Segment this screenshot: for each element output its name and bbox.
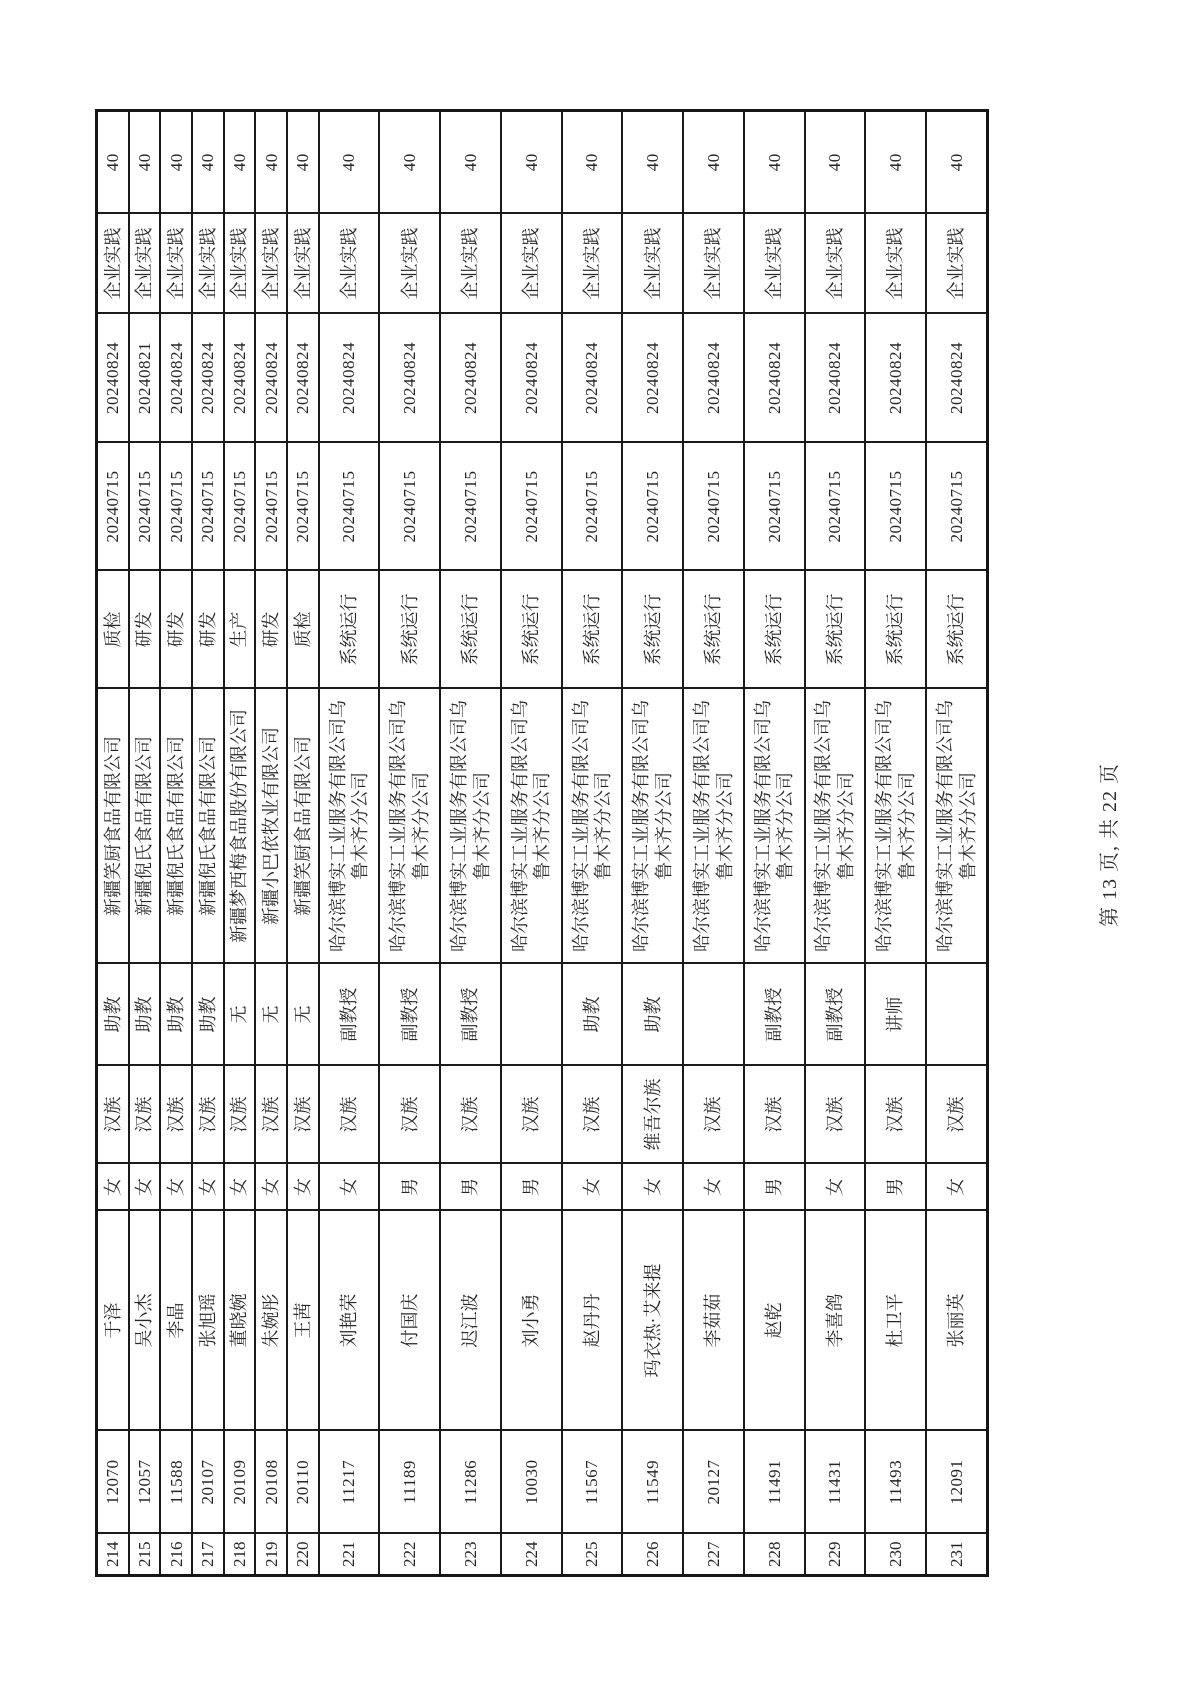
cell-gender: 女: [192, 1164, 224, 1211]
cell-title: 副教授: [805, 964, 866, 1066]
cell-gender: 男: [865, 1164, 926, 1211]
cell-title: [926, 964, 987, 1066]
cell-hours: 40: [440, 111, 501, 214]
cell-title: [501, 964, 562, 1066]
cell-activity-type: 企业实践: [501, 214, 562, 314]
cell-ethnicity: 汉族: [440, 1066, 501, 1164]
cell-activity-type: 企业实践: [129, 214, 161, 314]
cell-ethnicity: 汉族: [865, 1066, 926, 1164]
cell-name: 王茜: [287, 1211, 319, 1431]
table-row: [805, 111, 866, 1576]
cell-seq: 228: [744, 1534, 805, 1576]
cell-name: 赵丹丹: [562, 1211, 623, 1431]
cell-ethnicity: 汉族: [224, 1066, 256, 1164]
cell-staff-id: 12070: [97, 1431, 129, 1534]
cell-start-date: 20240715: [255, 443, 287, 571]
cell-hours: 40: [379, 111, 440, 214]
cell-seq: 219: [255, 1534, 287, 1576]
cell-end-date: 20240824: [622, 314, 683, 443]
cell-hours: 40: [562, 111, 623, 214]
cell-post: 研发: [255, 571, 287, 689]
cell-ethnicity: 汉族: [501, 1066, 562, 1164]
cell-name: 张旭瑶: [192, 1211, 224, 1431]
cell-name: 吴小杰: [129, 1211, 161, 1431]
cell-seq: 222: [379, 1534, 440, 1576]
cell-post: 质检: [287, 571, 319, 689]
cell-start-date: 20240715: [562, 443, 623, 571]
cell-name: 李喜鸽: [805, 1211, 866, 1431]
table-row: [129, 111, 161, 1576]
cell-seq: 225: [562, 1534, 623, 1576]
cell-title: 助教: [97, 964, 129, 1066]
cell-start-date: 20240715: [192, 443, 224, 571]
cell-end-date: 20240824: [501, 314, 562, 443]
cell-post: 质检: [97, 571, 129, 689]
table-row: [562, 111, 623, 1576]
cell-ethnicity: 汉族: [683, 1066, 744, 1164]
cell-title: 无: [224, 964, 256, 1066]
cell-post: 系统运行: [319, 571, 380, 689]
cell-start-date: 20240715: [805, 443, 866, 571]
cell-title: 副教授: [744, 964, 805, 1066]
cell-seq: 229: [805, 1534, 866, 1576]
cell-activity-type: 企业实践: [744, 214, 805, 314]
cell-start-date: 20240715: [926, 443, 987, 571]
cell-name: 李茹茹: [683, 1211, 744, 1431]
table-row: [501, 111, 562, 1576]
cell-post: 系统运行: [805, 571, 866, 689]
cell-ethnicity: 汉族: [319, 1066, 380, 1164]
cell-end-date: 20240824: [805, 314, 866, 443]
cell-start-date: 20240715: [379, 443, 440, 571]
records-table: [95, 109, 989, 1577]
cell-post: 系统运行: [683, 571, 744, 689]
cell-ethnicity: 汉族: [926, 1066, 987, 1164]
cell-staff-id: 11588: [160, 1431, 192, 1534]
cell-title: 助教: [622, 964, 683, 1066]
cell-gender: 女: [224, 1164, 256, 1211]
cell-seq: 215: [129, 1534, 161, 1576]
cell-activity-type: 企业实践: [97, 214, 129, 314]
cell-hours: 40: [805, 111, 866, 214]
cell-end-date: 20240821: [129, 314, 161, 443]
cell-post: 研发: [129, 571, 161, 689]
cell-gender: 男: [744, 1164, 805, 1211]
table-row: [440, 111, 501, 1576]
cell-gender: 女: [319, 1164, 380, 1211]
table-row: [379, 111, 440, 1576]
cell-company: 新疆笑厨食品有限公司: [287, 689, 319, 964]
cell-title: 助教: [192, 964, 224, 1066]
cell-company: 哈尔滨博实工业服务有限公司乌鲁木齐分公司: [622, 689, 683, 964]
cell-staff-id: 11491: [744, 1431, 805, 1534]
cell-start-date: 20240715: [287, 443, 319, 571]
cell-end-date: 20240824: [440, 314, 501, 443]
cell-staff-id: 20109: [224, 1431, 256, 1534]
cell-staff-id: 20107: [192, 1431, 224, 1534]
cell-activity-type: 企业实践: [255, 214, 287, 314]
cell-post: 研发: [160, 571, 192, 689]
cell-start-date: 20240715: [160, 443, 192, 571]
cell-end-date: 20240824: [744, 314, 805, 443]
cell-end-date: 20240824: [97, 314, 129, 443]
cell-start-date: 20240715: [865, 443, 926, 571]
cell-end-date: 20240824: [192, 314, 224, 443]
cell-staff-id: 11493: [865, 1431, 926, 1534]
cell-company: 哈尔滨博实工业服务有限公司乌鲁木齐分公司: [501, 689, 562, 964]
cell-hours: 40: [744, 111, 805, 214]
cell-ethnicity: 汉族: [287, 1066, 319, 1164]
cell-ethnicity: 汉族: [805, 1066, 866, 1164]
cell-gender: 女: [622, 1164, 683, 1211]
cell-gender: 女: [805, 1164, 866, 1211]
cell-gender: 男: [501, 1164, 562, 1211]
cell-hours: 40: [683, 111, 744, 214]
table-row: [192, 111, 224, 1576]
cell-company: 新疆倪氏食品有限公司: [192, 689, 224, 964]
cell-seq: 223: [440, 1534, 501, 1576]
cell-activity-type: 企业实践: [865, 214, 926, 314]
cell-seq: 221: [319, 1534, 380, 1576]
cell-hours: 40: [129, 111, 161, 214]
cell-gender: 男: [440, 1164, 501, 1211]
cell-ethnicity: 汉族: [562, 1066, 623, 1164]
cell-name: 朱婉彤: [255, 1211, 287, 1431]
cell-ethnicity: 汉族: [97, 1066, 129, 1164]
cell-hours: 40: [255, 111, 287, 214]
cell-ethnicity: 汉族: [744, 1066, 805, 1164]
cell-hours: 40: [501, 111, 562, 214]
table-row: [744, 111, 805, 1576]
cell-company: 哈尔滨博实工业服务有限公司乌鲁木齐分公司: [440, 689, 501, 964]
cell-name: 刘艳荣: [319, 1211, 380, 1431]
cell-company: 新疆笑厨食品有限公司: [97, 689, 129, 964]
cell-staff-id: 11217: [319, 1431, 380, 1534]
cell-end-date: 20240824: [379, 314, 440, 443]
cell-company: 哈尔滨博实工业服务有限公司乌鲁木齐分公司: [926, 689, 987, 964]
page-footer: 第 13 页, 共 22 页: [1099, 763, 1121, 927]
cell-activity-type: 企业实践: [224, 214, 256, 314]
cell-start-date: 20240715: [224, 443, 256, 571]
cell-gender: 女: [926, 1164, 987, 1211]
cell-staff-id: 11286: [440, 1431, 501, 1534]
cell-end-date: 20240824: [683, 314, 744, 443]
cell-activity-type: 企业实践: [805, 214, 866, 314]
cell-staff-id: 20108: [255, 1431, 287, 1534]
cell-hours: 40: [192, 111, 224, 214]
cell-title: 助教: [562, 964, 623, 1066]
cell-end-date: 20240824: [865, 314, 926, 443]
cell-title: 无: [287, 964, 319, 1066]
cell-hours: 40: [865, 111, 926, 214]
cell-activity-type: 企业实践: [192, 214, 224, 314]
cell-start-date: 20240715: [440, 443, 501, 571]
cell-hours: 40: [224, 111, 256, 214]
cell-activity-type: 企业实践: [440, 214, 501, 314]
cell-title: 助教: [160, 964, 192, 1066]
cell-post: 系统运行: [440, 571, 501, 689]
cell-seq: 230: [865, 1534, 926, 1576]
cell-end-date: 20240824: [319, 314, 380, 443]
cell-company: 哈尔滨博实工业服务有限公司乌鲁木齐分公司: [805, 689, 866, 964]
cell-name: 赵乾: [744, 1211, 805, 1431]
cell-company: 哈尔滨博实工业服务有限公司乌鲁木齐分公司: [744, 689, 805, 964]
cell-seq: 220: [287, 1534, 319, 1576]
cell-seq: 224: [501, 1534, 562, 1576]
cell-gender: 女: [160, 1164, 192, 1211]
cell-activity-type: 企业实践: [319, 214, 380, 314]
cell-seq: 218: [224, 1534, 256, 1576]
cell-start-date: 20240715: [744, 443, 805, 571]
cell-gender: 女: [562, 1164, 623, 1211]
cell-hours: 40: [97, 111, 129, 214]
table-row: [287, 111, 319, 1576]
cell-gender: 女: [683, 1164, 744, 1211]
table-row: [319, 111, 380, 1576]
cell-title: 无: [255, 964, 287, 1066]
cell-seq: 227: [683, 1534, 744, 1576]
cell-title: 副教授: [379, 964, 440, 1066]
cell-activity-type: 企业实践: [926, 214, 987, 314]
cell-name: 李晶: [160, 1211, 192, 1431]
cell-gender: 女: [97, 1164, 129, 1211]
cell-title: 副教授: [440, 964, 501, 1066]
table-row: [255, 111, 287, 1576]
cell-gender: 女: [287, 1164, 319, 1211]
cell-staff-id: 11549: [622, 1431, 683, 1534]
cell-start-date: 20240715: [683, 443, 744, 571]
cell-title: [683, 964, 744, 1066]
cell-ethnicity: 汉族: [160, 1066, 192, 1164]
cell-name: 刘小勇: [501, 1211, 562, 1431]
cell-end-date: 20240824: [160, 314, 192, 443]
cell-ethnicity: 维吾尔族: [622, 1066, 683, 1164]
cell-hours: 40: [287, 111, 319, 214]
cell-ethnicity: 汉族: [255, 1066, 287, 1164]
cell-hours: 40: [319, 111, 380, 214]
cell-start-date: 20240715: [622, 443, 683, 571]
cell-seq: 231: [926, 1534, 987, 1576]
cell-hours: 40: [926, 111, 987, 214]
cell-staff-id: 20127: [683, 1431, 744, 1534]
cell-company: 哈尔滨博实工业服务有限公司乌鲁木齐分公司: [319, 689, 380, 964]
cell-end-date: 20240824: [287, 314, 319, 443]
table-row: [683, 111, 744, 1576]
cell-gender: 女: [255, 1164, 287, 1211]
table-row: [224, 111, 256, 1576]
cell-hours: 40: [160, 111, 192, 214]
cell-seq: 216: [160, 1534, 192, 1576]
cell-post: 研发: [192, 571, 224, 689]
cell-start-date: 20240715: [97, 443, 129, 571]
records-table-body: [97, 111, 988, 1576]
cell-end-date: 20240824: [926, 314, 987, 443]
cell-staff-id: 12057: [129, 1431, 161, 1534]
cell-gender: 女: [129, 1164, 161, 1211]
cell-name: 付国庆: [379, 1211, 440, 1431]
cell-activity-type: 企业实践: [287, 214, 319, 314]
cell-company: 哈尔滨博实工业服务有限公司乌鲁木齐分公司: [562, 689, 623, 964]
cell-name: 玛衣热·艾来提: [622, 1211, 683, 1431]
cell-end-date: 20240824: [562, 314, 623, 443]
cell-post: 系统运行: [562, 571, 623, 689]
cell-seq: 217: [192, 1534, 224, 1576]
cell-ethnicity: 汉族: [379, 1066, 440, 1164]
cell-company: 新疆梦西梅食品股份有限公司: [224, 689, 256, 964]
cell-post: 系统运行: [379, 571, 440, 689]
table-row: [160, 111, 192, 1576]
cell-gender: 男: [379, 1164, 440, 1211]
cell-staff-id: 11189: [379, 1431, 440, 1534]
cell-name: 杜卫平: [865, 1211, 926, 1431]
cell-company: 新疆小巴依牧业有限公司: [255, 689, 287, 964]
cell-staff-id: 11567: [562, 1431, 623, 1534]
table-row: [926, 111, 987, 1576]
cell-title: 助教: [129, 964, 161, 1066]
cell-post: 系统运行: [926, 571, 987, 689]
cell-post: 生产: [224, 571, 256, 689]
cell-end-date: 20240824: [224, 314, 256, 443]
cell-hours: 40: [622, 111, 683, 214]
cell-end-date: 20240824: [255, 314, 287, 443]
cell-activity-type: 企业实践: [379, 214, 440, 314]
cell-ethnicity: 汉族: [192, 1066, 224, 1164]
cell-ethnicity: 汉族: [129, 1066, 161, 1164]
table-row: [865, 111, 926, 1576]
cell-title: 讲师: [865, 964, 926, 1066]
cell-seq: 214: [97, 1534, 129, 1576]
cell-company: 哈尔滨博实工业服务有限公司乌鲁木齐分公司: [683, 689, 744, 964]
cell-post: 系统运行: [501, 571, 562, 689]
cell-staff-id: 20110: [287, 1431, 319, 1534]
cell-activity-type: 企业实践: [683, 214, 744, 314]
cell-name: 董晓婉: [224, 1211, 256, 1431]
cell-start-date: 20240715: [129, 443, 161, 571]
cell-post: 系统运行: [622, 571, 683, 689]
cell-start-date: 20240715: [501, 443, 562, 571]
cell-company: 哈尔滨博实工业服务有限公司乌鲁木齐分公司: [379, 689, 440, 964]
cell-activity-type: 企业实践: [160, 214, 192, 314]
cell-post: 系统运行: [744, 571, 805, 689]
cell-activity-type: 企业实践: [622, 214, 683, 314]
cell-staff-id: 11431: [805, 1431, 866, 1534]
cell-company: 新疆倪氏食品有限公司: [129, 689, 161, 964]
table-row: [97, 111, 129, 1576]
cell-name: 于泽: [97, 1211, 129, 1431]
cell-post: 系统运行: [865, 571, 926, 689]
cell-name: 张丽英: [926, 1211, 987, 1431]
cell-company: 哈尔滨博实工业服务有限公司乌鲁木齐分公司: [865, 689, 926, 964]
table-row: [622, 111, 683, 1576]
cell-company: 新疆倪氏食品有限公司: [160, 689, 192, 964]
cell-name: 迟江波: [440, 1211, 501, 1431]
cell-seq: 226: [622, 1534, 683, 1576]
cell-activity-type: 企业实践: [562, 214, 623, 314]
cell-title: 副教授: [319, 964, 380, 1066]
cell-staff-id: 12091: [926, 1431, 987, 1534]
cell-start-date: 20240715: [319, 443, 380, 571]
cell-staff-id: 10030: [501, 1431, 562, 1534]
